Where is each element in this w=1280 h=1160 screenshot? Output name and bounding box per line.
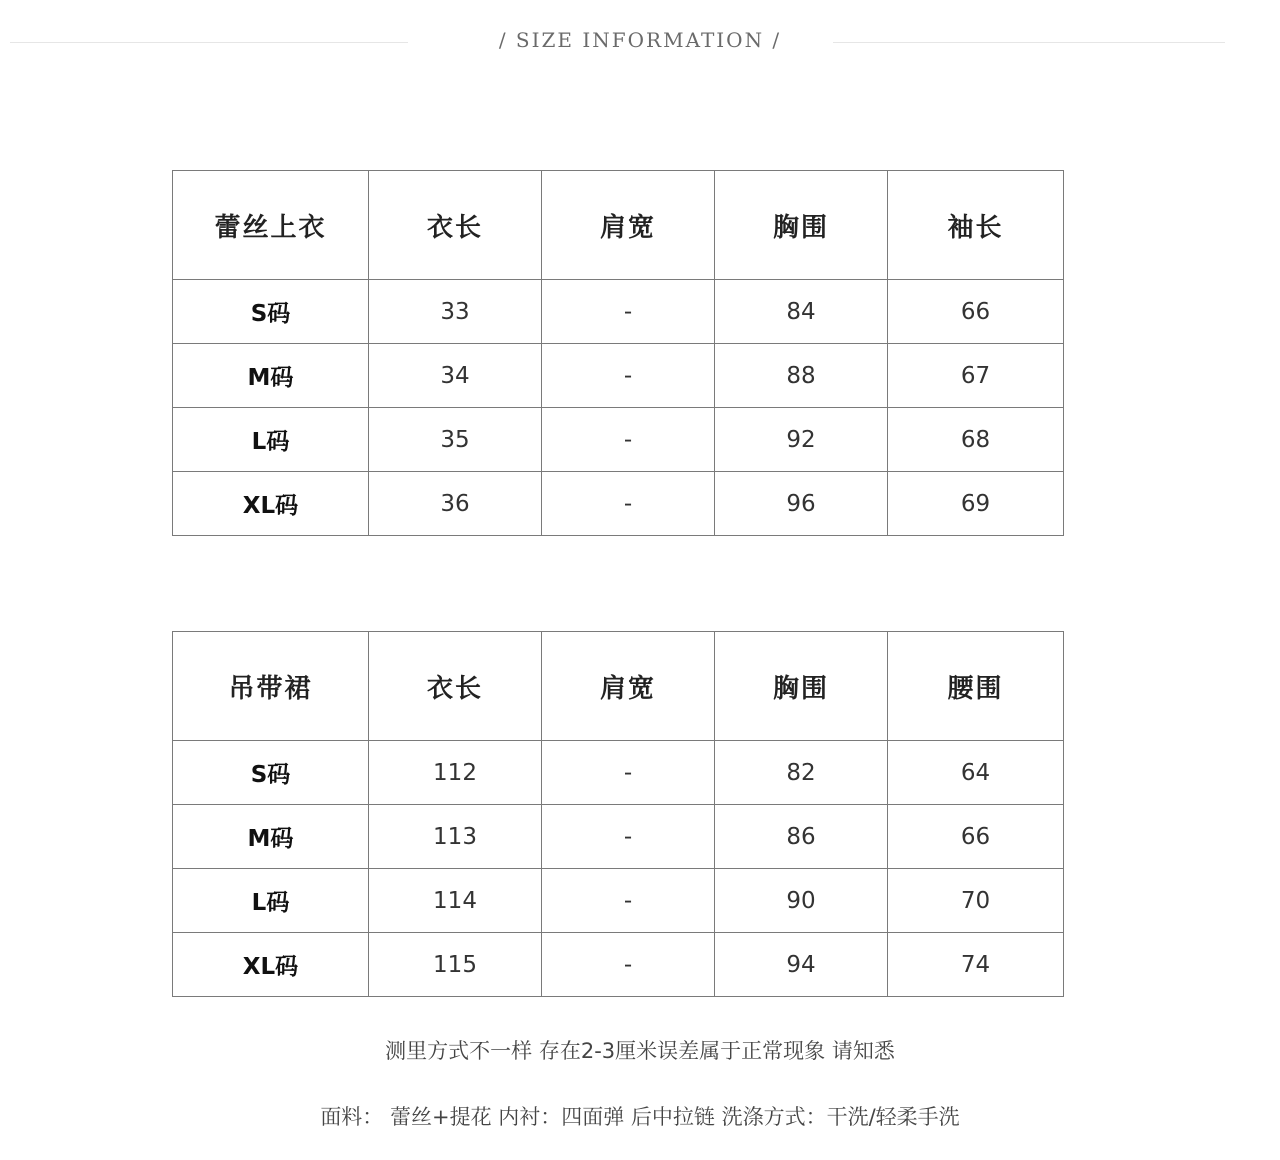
table-row (173, 280, 1064, 344)
table-row (173, 344, 1064, 408)
table-header-cell: 袖长 (888, 171, 1064, 280)
table-header-cell: 肩宽 (542, 632, 715, 741)
table-row (173, 933, 1064, 997)
table-header-cell: 胸围 (715, 171, 888, 280)
table-cell: - (542, 805, 715, 869)
size-label-cell: XL码 (173, 933, 369, 997)
table-header-cell: 肩宽 (542, 171, 715, 280)
table-cell: 113 (369, 805, 542, 869)
table-cell: - (542, 869, 715, 933)
table-cell: 82 (715, 741, 888, 805)
table-cell: 33 (369, 280, 542, 344)
table-cell: 84 (715, 280, 888, 344)
size-label-cell: L码 (173, 869, 369, 933)
size-label-cell: M码 (173, 805, 369, 869)
table-header-cell: 蕾丝上衣 (173, 171, 369, 280)
table-row (173, 869, 1064, 933)
table-cell: - (542, 472, 715, 536)
table-cell: - (542, 344, 715, 408)
table-cell: 115 (369, 933, 542, 997)
header-title: / SIZE INFORMATION / (498, 28, 782, 52)
table-cell: 36 (369, 472, 542, 536)
table-cell: 94 (715, 933, 888, 997)
size-label-cell: L码 (173, 408, 369, 472)
table-cell: 114 (369, 869, 542, 933)
table-cell: 35 (369, 408, 542, 472)
size-label-cell: S码 (173, 280, 369, 344)
table-cell: 90 (715, 869, 888, 933)
table-header-cell: 衣长 (369, 632, 542, 741)
table-cell: 68 (888, 408, 1064, 472)
table-cell: 88 (715, 344, 888, 408)
lace-top-size-table (172, 170, 1064, 536)
table-cell: - (542, 933, 715, 997)
table-cell: 92 (715, 408, 888, 472)
table-cell: - (542, 741, 715, 805)
slip-dress-size-table (172, 631, 1064, 997)
table-cell: 69 (888, 472, 1064, 536)
table-header-cell: 衣长 (369, 171, 542, 280)
table-row (173, 472, 1064, 536)
table-cell: 67 (888, 344, 1064, 408)
header-divider-right (833, 42, 1225, 43)
table-cell: 70 (888, 869, 1064, 933)
size-label-cell: S码 (173, 741, 369, 805)
size-label-cell: M码 (173, 344, 369, 408)
table-header-row (173, 171, 1064, 280)
table-row (173, 805, 1064, 869)
table-cell: - (542, 280, 715, 344)
table-row (173, 408, 1064, 472)
table-cell: 64 (888, 741, 1064, 805)
table-cell: - (542, 408, 715, 472)
table-cell: 86 (715, 805, 888, 869)
table-header-row (173, 632, 1064, 741)
table-cell: 66 (888, 280, 1064, 344)
table-header-cell: 腰围 (888, 632, 1064, 741)
table-row (173, 741, 1064, 805)
table-cell: 66 (888, 805, 1064, 869)
table-cell: 96 (715, 472, 888, 536)
table-cell: 112 (369, 741, 542, 805)
measurement-note: 测里方式不一样 存在2-3厘米误差属于正常现象 请知悉 (385, 1039, 895, 1063)
table-header-cell: 胸围 (715, 632, 888, 741)
fabric-care-note: 面料： 蕾丝+提花 内衬：四面弹 后中拉链 洗涤方式：干洗/轻柔手洗 (320, 1105, 960, 1129)
size-label-cell: XL码 (173, 472, 369, 536)
table-cell: 34 (369, 344, 542, 408)
size-info-header (0, 22, 1280, 62)
table-header-cell: 吊带裙 (173, 632, 369, 741)
table-cell: 74 (888, 933, 1064, 997)
